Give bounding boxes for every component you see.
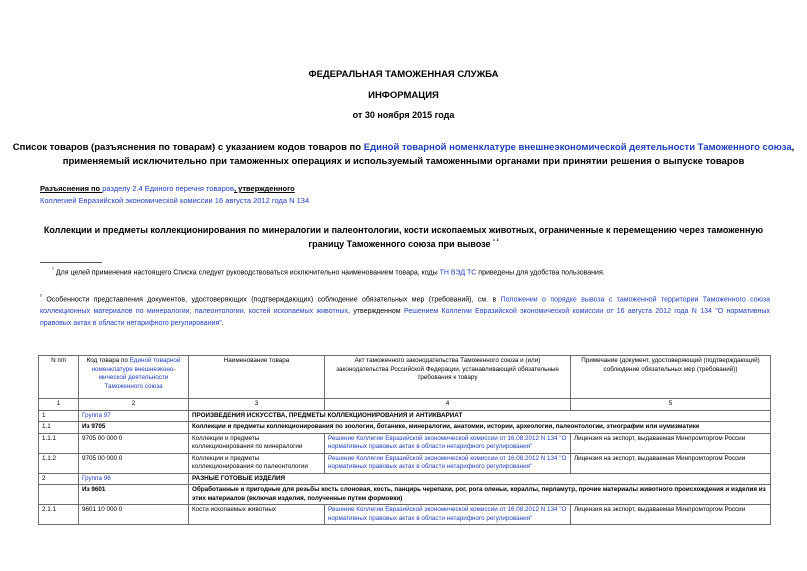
header-code: Код товара по Единой товарной номенклатуре внешнеэконо-мической деятельности Таможенного союза (79, 356, 189, 399)
doc-date: от 30 ноября 2015 года (352, 110, 455, 120)
table-row: 1.1.2 9705 00 000 0 Коллекции и предметы коллекционирования по палеонтологии Решение Коллегии Евразийской экономической комиссии от 16.08.2012 N 134 "О нормативных правовых актах в области нетарифного регулирования" Лицензия на экспорт, выдаваемая Минпромторгом России (39, 453, 771, 473)
decision-cell-link[interactable]: Решение Коллегии Евразийской экономической комиссии от 16.08.2012 N 134 "О нормативных правовых актах в области нетарифного регулирования" (325, 453, 571, 473)
goods-table (38, 355, 771, 525)
doc-type: ИНФОРМАЦИЯ (368, 90, 439, 101)
list-title: Список товаров (разъяснения по товарам) с указанием кодов товаров по Единой товарной номенклатуре внешнеэкономической деятельности Таможенного союза, применяемый исключительно при таможенных операциях и используемый таможенными органами при принятии решения о выпуске товаров (12, 142, 795, 167)
footnote-2: $^{^2}$ Особенности представления документов, удостоверяющих (подтверждающих) соблюдение обязательных мер (требований), см. в Положении о порядке вывоза с таможенной территории Таможенного союза коллекционных материалов по минералогии, палеонтологии, костей ископаемых животных, утвержденном Решением Коллегии Евразийской экономической комиссии от 16 августа 2012 года N 134 "О нормативных правовых актах в области нетарифного регулирования". (40, 294, 770, 328)
group-link[interactable]: Группа 97 (79, 410, 189, 422)
table-row: 2.1.1 9601 10 000 0 Кости ископаемых животных Решение Коллегии Евразийской экономической комиссии от 16.08.2012 N 134 "О нормативных правовых актах в области нетарифного регулирования" Лицензия на экспорт, выдаваемая Минпромторгом России (39, 505, 771, 525)
etn-link[interactable]: Единой товарной номенклатуре внешнеэкономической деятельности Таможенного союза (363, 142, 792, 153)
collegium-link[interactable]: Коллегией Евразийской экономической комиссии 16 августа 2012 года N 134 (40, 196, 310, 205)
column-number-row: 1 2 3 4 5 (39, 399, 771, 411)
table-row: 1.1.1 9705 00 000 0 Коллекции и предметы коллекционирования по минералогии Решение Коллегии Евразийской экономической комиссии от 16.08.2012 N 134 "О нормативных правовых актах в области нетарифного регулирования" Лицензия на экспорт, выдаваемая Минпромторгом России (39, 433, 771, 453)
footnote-1: $^{^1}$ Для целей применения настоящего Списка следует руководствоваться исключительно наименованием товара, коды ТН ВЭД ТС приведены для удобства пользования. (52, 267, 605, 277)
header-note: Примечание (документ, удостоверяющий (подтверждающий) соблюдение обязательных мер (требований)) (571, 356, 771, 399)
decision-link[interactable]: Решением Коллегии Евразийской экономической комиссии от 16 августа 2012 года N 134 "О нормативных правовых актах в области нетарифного регулирования" (40, 308, 770, 328)
etn-header-link[interactable]: Единой товарной номенклатуре внешнеэконо-мической деятельности Таможенного союза (91, 357, 181, 390)
agency-title: ФЕДЕРАЛЬНАЯ ТАМОЖЕННАЯ СЛУЖБА (308, 69, 499, 80)
table-row: Из 9601 Обработанные и пригодные для резьбы кость слоновая, кость, панцирь черепахи, рог, рога оленьи, кораллы, перламутр, прочие материалы животного происхождения и изделия из этих материалов (включая изделия, полученные путем формовки) (39, 485, 771, 505)
explanations-block: Разъяснения по разделу 2.4 Единого перечня товаров, утвержденного Коллегией Евразийской экономической комиссии 16 августа 2012 года N 134 (40, 184, 310, 205)
table-row: 1 Группа 97 ПРОИЗВЕДЕНИЯ ИСКУССТВА, ПРЕДМЕТЫ КОЛЛЕКЦИОНИРОВАНИЯ И АНТИКВАРИАТ (39, 410, 771, 422)
table-row: 1.1 Из 9705 Коллекции и предметы коллекционирования по зоологии, ботанике, минералогии, анатомии, истории, археологии, палеонтологии, этнографии или нумизматике (39, 422, 771, 434)
decision-cell-link[interactable]: Решение Коллегии Евразийской экономической комиссии от 16.08.2012 N 134 "О нормативных правовых актах в области нетарифного регулирования" (325, 433, 571, 453)
footnote-divider (40, 262, 102, 263)
section-link[interactable]: разделу 2.4 Единого перечня товаров (102, 184, 234, 193)
header-name: Наименование товара (189, 356, 325, 399)
decision-cell-link[interactable]: Решение Коллегии Евразийской экономической комиссии от 16.08.2012 N 134 "О нормативных правовых актах в области нетарифного регулирования" (325, 505, 571, 525)
group-link[interactable]: Группа 96 (79, 473, 189, 485)
tnved-link[interactable]: ТН ВЭД ТС (439, 269, 477, 277)
header-number: N п/п (39, 356, 79, 399)
table-row: 2 Группа 96 РАЗНЫЕ ГОТОВЫЕ ИЗДЕЛИЯ (39, 473, 771, 485)
regulation-link[interactable]: Положении о порядке вывоза с таможенной территории Таможенного союза коллекционных материалов по минералогии, палеонтологии, костей ископаемых животных (40, 296, 770, 316)
table-header-row (39, 356, 771, 399)
header-act: Акт таможенного законодательства Таможенного союза и (или) законодательства Российской Федерации, устанавливающий обязательные требования к товару (325, 356, 571, 399)
section-title: Коллекции и предметы коллекционирования по минералогии и палеонтологии, кости ископаемых животных, ограниченные к перемещению через таможенную границу Таможенного союза при вывозе $^{^1 ^2}$ (43, 225, 764, 249)
